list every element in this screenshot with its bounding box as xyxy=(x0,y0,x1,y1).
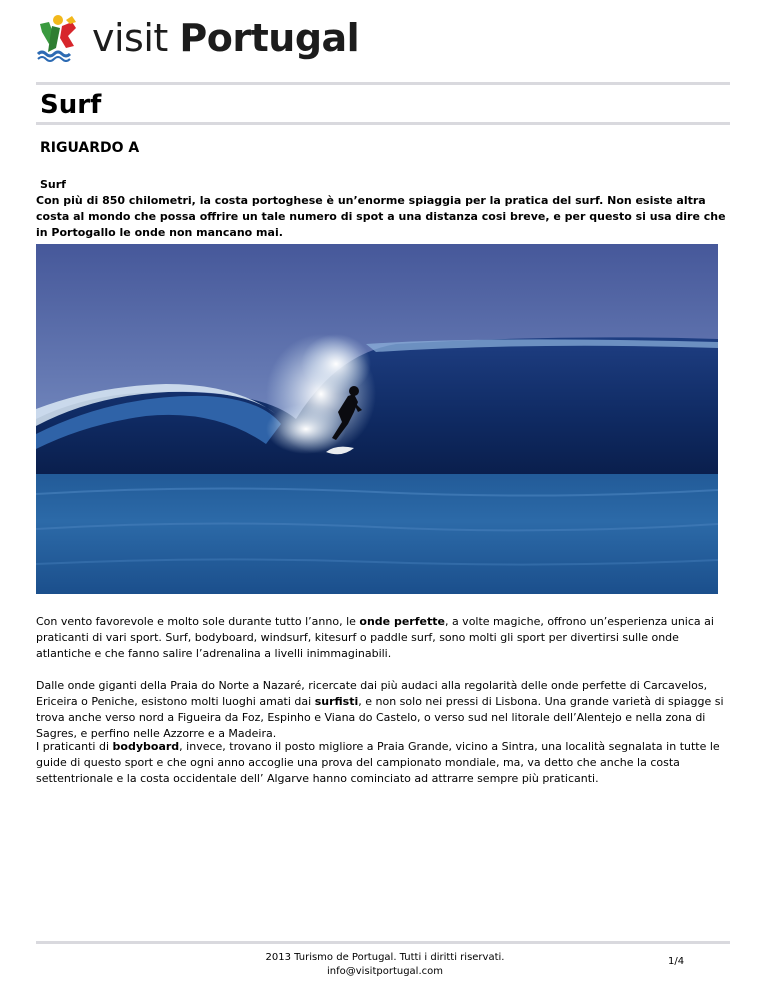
para1-text-start: Con vento favorevole e molto sole durante tutto l’anno, le xyxy=(36,615,360,628)
para3-text-end: , invece, trovano il posto migliore a Praia Grande, vicino a Sintra, una località segnalata in tutte le guide di questo sport e che ogni anno accoglie una prova del campionato mondiale, ma, va detto che anche la costa settentrionale e la costa occidentale dell’ Algarve hanno cominciato ad attrarre sempre più praticanti. xyxy=(36,740,720,785)
portugal-emblem-icon xyxy=(36,14,82,62)
visit-portugal-logo[interactable] xyxy=(36,14,359,62)
about-heading: RIGUARDO A xyxy=(40,140,140,156)
logo-word-portugal: Portugal xyxy=(179,16,360,60)
intro-paragraph: Con più di 850 chilometri, la costa portoghese è un’enorme spiaggia per la pratica del surf. Non esiste altra costa al mondo che possa offrire un tale numero di spot a una distanza cosi breve, e per questo si usa dire che in Portogallo le onde non mancano mai. xyxy=(36,194,726,239)
surf-photo xyxy=(36,244,718,594)
para2-text-start: Dalle onde giganti della Praia do Norte a Nazaré, ricercate dai più audaci alla regolarità delle onde perfette di Carcavelos, Ericeira o Peniche, esistono molti luoghi amati dai xyxy=(36,679,708,708)
logo-word-visit: visit xyxy=(92,16,168,60)
para2-bold-term: surfisti xyxy=(314,695,359,708)
footer-copyright: 2013 Turismo de Portugal. Tutti i diritti riservati. xyxy=(265,952,505,963)
header-divider xyxy=(36,82,730,85)
para2-text-end: , e non solo nei pressi di Lisbona. Una grande varietà di spiagge si trova anche verso nord a Figueira da Foz, Espinho e Viana do Castelo, o verso sud nel litorale dell’Alentejo e nella zona di Sagres, e perfino nelle Azzorre e a Madeira. xyxy=(36,695,724,740)
para3-bold-term: bodyboard xyxy=(112,740,180,753)
title-divider xyxy=(36,122,730,125)
para3-text-start: I praticanti di xyxy=(36,740,113,753)
page-title: Surf xyxy=(40,90,102,120)
logo-wordmark xyxy=(92,16,360,60)
body-paragraph-1 xyxy=(36,614,736,662)
para1-text-end: , a volte magiche, offrono un’esperienza unica ai praticanti di vari sport. Surf, bodyboard, windsurf, kitesurf o paddle surf, sono molti gli sport per divertirsi sulle onde atlantiche e che fanno salire l’adrenalina a livelli inimmaginabili. xyxy=(36,615,714,660)
footer-divider xyxy=(36,941,730,944)
page-number: 1/4 xyxy=(668,956,685,967)
body-paragraph-3 xyxy=(36,739,736,787)
para1-bold-term: onde perfette xyxy=(359,615,445,628)
footer xyxy=(240,951,530,979)
body-paragraph-2 xyxy=(36,678,736,742)
topic-label: Surf xyxy=(40,178,66,191)
footer-email-link[interactable]: info@visitportugal.com xyxy=(327,966,443,977)
